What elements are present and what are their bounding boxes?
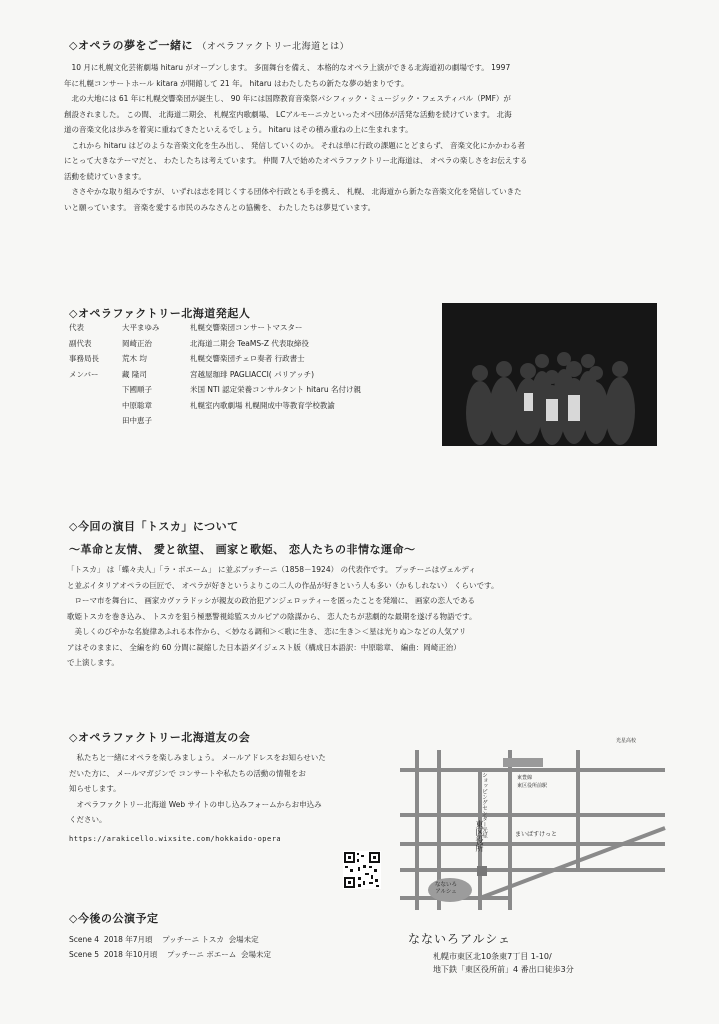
founders-list xyxy=(69,320,361,429)
paragraph-line: だいた方に、 メールマガジンで コンサートや私たちの活動の情報をお xyxy=(69,768,306,778)
paragraph-line: で上演します。 xyxy=(67,658,119,667)
paragraph-line: 「トスカ」 は「蝶々夫人」「ラ・ボエーム」 に並ぶプッチーニ（1858－1924） の代表作です。 プッチーニはヴェルディ xyxy=(67,565,476,574)
paragraph-line: 道の音楽文化は歩みを着実に重ねてきたといえるでしょう。 hitaru はその積み重ねの上に生まれます。 xyxy=(64,125,413,134)
paragraph-line: 北の大地には 61 年に札幌交響楽団が誕生し、 90 年には国際教育音楽祭パシフィック・ミュージック・フェスティバル（PMF）が xyxy=(64,94,511,103)
founders-heading: ◇オペラファクトリー北海道発起人 xyxy=(69,307,251,320)
tosca-heading: ◇今回の演目「トスカ」について xyxy=(69,520,239,533)
member-row: 事務局長 荒木 均 札幌交響楽団チェロ奏者 行政書士 xyxy=(69,354,305,363)
paragraph-line: いと願っています。 音楽を愛する市民のみなさんとの協働を、 わたしたちは夢見ています。 xyxy=(64,202,376,212)
paragraph-line: 歌姫トスカを巻き込み、 トスカを狙う極悪警視総監スカルピアの陰謀から、 恋人たちが悲劇的な最期を遂げる物語です。 xyxy=(67,611,477,621)
store-address: 札幌市東区北10条東7丁目 1-10/ 地下鉄「東区役所前」4 番出口徒歩3分 xyxy=(433,952,574,974)
paragraph-line: ささやかな取り組みですが、 いずれは志を同じくする団体や行政とも手を携え、 札幌、 北海道から新たな音楽文化を発信していきた xyxy=(64,187,522,196)
friends-heading: ◇オペラファクトリー北海道友の会 xyxy=(69,731,251,744)
member-row: 副代表 岡崎正治 北海道二期会 TeaMS-Z 代表取締役 xyxy=(69,338,309,348)
schedule-item: Scene 5 2018 年10月頃 プッチーニ ボエーム 会場未定 xyxy=(69,950,272,959)
tosca-subheading: 〜革命と友情、 愛と欲望、 画家と歌姫、 恋人たちの非情な運命〜 xyxy=(69,543,416,556)
paragraph-line: 年に札幌コンサートホール kitara が開館して 21 年。 hitaru はわたしたちの新たな夢の始まりです。 xyxy=(64,78,409,88)
map-label-ward-office: 東区役所 xyxy=(475,820,484,852)
map-label-station: 東豊線 東区役所前駅 xyxy=(517,775,548,789)
friends-body xyxy=(69,750,379,828)
paragraph-line: 創設されました。 この間、 北海道二期会、 札幌室内歌劇場、 LCアルモーニカといったオペ団体が活発な活動を続けています。 北海 xyxy=(64,109,512,119)
store-name: なないろアルシェ xyxy=(408,932,511,946)
map-label-maibasu: まいばすけっと xyxy=(515,831,558,838)
paragraph-line: オペラファクトリー北海道 Web サイトの申し込みフォームからお申込み xyxy=(69,799,322,809)
paragraph-line: 活動を続けていきます。 xyxy=(64,171,146,181)
schedule-heading: ◇今後の公演予定 xyxy=(69,912,159,925)
paragraph-line: 私たちと一緒にオペラを楽しみましょう。 メールアドレスをお知らせいた xyxy=(69,753,326,762)
map-label-center: ショッピングセンター光星 xyxy=(481,772,487,838)
section-about-heading: ◇オペラの夢をご一緒に （オペラファクトリー北海道とは） xyxy=(69,39,350,52)
member-row: メンバー 藏 隆司 宮越屋珈琲 PAGLIACCI( パリアッチ) xyxy=(69,369,315,379)
section-about-body xyxy=(64,60,664,215)
paragraph-line: これから hitaru はどのような音楽文化を生み出し、 発信していくのか。 それは単に行政の課題にとどまらず、 音楽文化にかかわる者 xyxy=(64,140,526,150)
group-photo-illustration xyxy=(442,303,657,446)
member-row: 下國順子 米国 NTI 認定栄養コンサルタント hitaru 名付け親 xyxy=(122,385,361,394)
paragraph-line: 美しくのびやかな名旋律あふれる本作から、＜妙なる調和＞＜歌に生き、 恋に生き＞＜星は光りぬ＞などの人気アリ xyxy=(67,627,467,636)
member-row: 中原聡章 札幌室内歌劇場 札幌開成中等教育学校教諭 xyxy=(122,400,335,410)
tosca-body xyxy=(67,562,667,671)
member-row: 代表 大平まゆみ 札幌交響楽団コンサートマスター xyxy=(69,323,303,332)
qr-code-icon[interactable] xyxy=(343,851,381,889)
paragraph-line: にとって大きなテーマだと、 わたしたちは考えています。 仲間 7人で始めたオペラファクトリー北海道は、 オペラの楽しさをお伝えする xyxy=(64,156,528,165)
paragraph-line: ローマ市を舞台に、 画家カヴァラドッシが親友の政治犯アンジェロッティーを匿ったことを発端に、 画家の恋人である xyxy=(67,596,476,605)
group-photo xyxy=(442,303,657,446)
paragraph-line: 知らせします。 xyxy=(69,784,121,793)
schedule-item: Scene 4 2018 年7月頃 プッチーニ トスカ 会場未定 xyxy=(69,935,259,944)
paragraph-line: と並ぶイタリアオペラの巨匠で、 オペラが好きというよりこの二人の作品が好きという人も多い（かもしれない） くらいです。 xyxy=(67,580,499,590)
paragraph-line: 10 月に札幌文化芸術劇場 hitaru がオープンします。 多面舞台を備え、 本格的なオペラ上演ができる北海道初の劇場です。 1997 xyxy=(64,63,511,72)
paragraph-line: アはそのままに、 全編を約 60 分間に凝縮した日本語ダイジェスト版（構成日本語訳：中原聡章、 編曲：岡崎正治） xyxy=(67,642,461,652)
map-label-school: 光星高校 xyxy=(616,738,637,744)
schedule-list xyxy=(69,932,271,962)
map-label-store: なないろ アルシェ xyxy=(435,882,458,895)
member-row: 田中恵子 xyxy=(122,416,152,425)
access-map xyxy=(395,740,669,918)
website-link[interactable]: https://arakicello.wixsite.com/hokkaido-opera xyxy=(69,835,282,843)
paragraph-line: ください。 xyxy=(69,815,107,824)
